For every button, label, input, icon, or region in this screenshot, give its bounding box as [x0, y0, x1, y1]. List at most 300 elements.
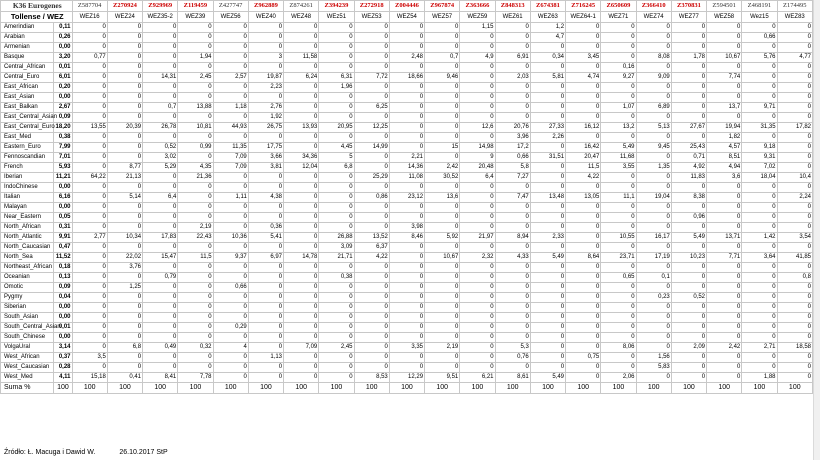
value-cell[interactable]: 0 [354, 153, 389, 163]
value-cell[interactable]: 0 [319, 323, 354, 333]
value-cell[interactable]: 0 [178, 63, 213, 73]
value-cell[interactable]: 3,54 [777, 233, 812, 243]
value-cell[interactable]: 0,49 [143, 343, 178, 353]
value-cell[interactable]: 0 [178, 113, 213, 123]
sum-cell[interactable]: 100 [354, 383, 389, 394]
average-cell[interactable]: 0,00 [54, 333, 72, 343]
value-cell[interactable]: 10,36 [213, 233, 248, 243]
value-cell[interactable]: 0 [566, 43, 601, 53]
value-cell[interactable]: 0 [178, 23, 213, 33]
value-cell[interactable]: 5,49 [671, 233, 706, 243]
value-cell[interactable]: 0 [601, 33, 636, 43]
sample-label-header[interactable]: WEZ63 [530, 12, 565, 23]
value-cell[interactable]: 34,36 [284, 153, 319, 163]
value-cell[interactable]: 11,35 [213, 143, 248, 153]
value-cell[interactable]: 0 [319, 133, 354, 143]
value-cell[interactable]: 0 [530, 143, 565, 153]
value-cell[interactable]: 0,41 [107, 373, 142, 383]
average-cell[interactable]: 7,99 [54, 143, 72, 153]
value-cell[interactable]: 0 [777, 323, 812, 333]
value-cell[interactable]: 0 [213, 363, 248, 373]
value-cell[interactable]: 8,51 [707, 153, 742, 163]
value-cell[interactable]: 0 [248, 293, 283, 303]
value-cell[interactable]: 0 [742, 293, 777, 303]
value-cell[interactable]: 0 [284, 323, 319, 333]
value-cell[interactable]: 0 [248, 33, 283, 43]
value-cell[interactable]: 0 [636, 223, 671, 233]
value-cell[interactable]: 0 [530, 63, 565, 73]
sample-label-header[interactable]: WEZ71 [601, 12, 636, 23]
value-cell[interactable]: 0 [354, 93, 389, 103]
sample-label-header[interactable]: WEZ74 [636, 12, 671, 23]
average-cell[interactable]: 0,09 [54, 283, 72, 293]
value-cell[interactable]: 5,81 [530, 73, 565, 83]
value-cell[interactable]: 0 [707, 373, 742, 383]
value-cell[interactable]: 3,35 [389, 343, 424, 353]
value-cell[interactable]: 0 [319, 353, 354, 363]
sample-label-header[interactable]: WEZ56 [213, 12, 248, 23]
value-cell[interactable]: 1,42 [742, 233, 777, 243]
value-cell[interactable]: 0 [460, 203, 495, 213]
value-cell[interactable]: 0 [389, 313, 424, 323]
value-cell[interactable]: 0 [636, 183, 671, 193]
average-cell[interactable]: 0,47 [54, 243, 72, 253]
value-cell[interactable]: 0 [284, 223, 319, 233]
value-cell[interactable]: 1,92 [248, 113, 283, 123]
value-cell[interactable]: 0 [777, 103, 812, 113]
value-cell[interactable]: 0 [671, 363, 706, 373]
value-cell[interactable]: 5,83 [636, 363, 671, 373]
population-label[interactable]: Central_Euro [1, 73, 54, 83]
value-cell[interactable]: 4,9 [460, 53, 495, 63]
value-cell[interactable]: 8,06 [601, 343, 636, 353]
value-cell[interactable]: 0 [777, 293, 812, 303]
average-cell[interactable]: 7,01 [54, 153, 72, 163]
value-cell[interactable]: 0 [707, 203, 742, 213]
value-cell[interactable]: 0 [636, 133, 671, 143]
value-cell[interactable]: 0 [72, 223, 107, 233]
value-cell[interactable]: 0 [178, 363, 213, 373]
value-cell[interactable]: 0 [707, 263, 742, 273]
value-cell[interactable]: 20,76 [495, 123, 530, 133]
value-cell[interactable]: 0 [284, 93, 319, 103]
value-cell[interactable]: 0 [425, 283, 460, 293]
value-cell[interactable]: 0 [72, 63, 107, 73]
sample-id-header[interactable]: Z119459 [178, 1, 213, 12]
value-cell[interactable]: 22,02 [107, 253, 142, 263]
sample-label-header[interactable]: WEZ61 [495, 12, 530, 23]
value-cell[interactable]: 0,86 [354, 193, 389, 203]
value-cell[interactable]: 0 [495, 323, 530, 333]
sum-cell[interactable]: 100 [530, 383, 565, 394]
value-cell[interactable]: 0 [107, 353, 142, 363]
value-cell[interactable]: 0 [354, 303, 389, 313]
value-cell[interactable]: 0 [566, 283, 601, 293]
value-cell[interactable]: 0 [389, 323, 424, 333]
value-cell[interactable]: 10,23 [671, 253, 706, 263]
value-cell[interactable]: 0 [354, 313, 389, 323]
value-cell[interactable]: 0 [284, 263, 319, 273]
value-cell[interactable]: 0 [742, 133, 777, 143]
value-cell[interactable]: 0 [284, 213, 319, 223]
value-cell[interactable]: 1,13 [248, 353, 283, 363]
value-cell[interactable]: 6,25 [354, 103, 389, 113]
population-label[interactable]: East_Med [1, 133, 54, 143]
value-cell[interactable]: 0 [425, 303, 460, 313]
value-cell[interactable]: 0 [107, 103, 142, 113]
value-cell[interactable]: 0 [566, 243, 601, 253]
value-cell[interactable]: 0 [777, 113, 812, 123]
average-cell[interactable]: 0,04 [54, 293, 72, 303]
value-cell[interactable]: 0 [213, 23, 248, 33]
sample-label-header[interactable]: WEZ35-2 [143, 12, 178, 23]
value-cell[interactable]: 0,66 [495, 153, 530, 163]
value-cell[interactable]: 0 [566, 323, 601, 333]
value-cell[interactable]: 0 [530, 203, 565, 213]
average-cell[interactable]: 0,38 [54, 133, 72, 143]
value-cell[interactable]: 5,41 [248, 233, 283, 243]
value-cell[interactable]: 0 [213, 83, 248, 93]
average-cell[interactable]: 18,20 [54, 123, 72, 133]
value-cell[interactable]: 0 [742, 83, 777, 93]
value-cell[interactable]: 0 [72, 193, 107, 203]
value-cell[interactable]: 0 [566, 263, 601, 273]
value-cell[interactable]: 0 [107, 83, 142, 93]
value-cell[interactable]: 0 [671, 63, 706, 73]
value-cell[interactable]: 0 [530, 363, 565, 373]
value-cell[interactable]: 0 [354, 63, 389, 73]
value-cell[interactable]: 0 [72, 293, 107, 303]
population-label[interactable]: North_Caucasian [1, 243, 54, 253]
value-cell[interactable]: 0 [213, 113, 248, 123]
value-cell[interactable]: 6,97 [248, 253, 283, 263]
value-cell[interactable]: 0 [178, 83, 213, 93]
value-cell[interactable]: 0 [284, 143, 319, 153]
sample-id-header[interactable]: Z272918 [354, 1, 389, 12]
sum-cell[interactable]: 100 [107, 383, 142, 394]
value-cell[interactable]: 0 [777, 263, 812, 273]
value-cell[interactable]: 0 [107, 113, 142, 123]
value-cell[interactable]: 0 [636, 113, 671, 123]
value-cell[interactable]: 0,96 [671, 213, 706, 223]
value-cell[interactable]: 0 [389, 253, 424, 263]
value-cell[interactable]: 0 [460, 273, 495, 283]
value-cell[interactable]: 0 [107, 223, 142, 233]
value-cell[interactable]: 0 [213, 373, 248, 383]
value-cell[interactable]: 14,98 [460, 143, 495, 153]
value-cell[interactable]: 0 [425, 293, 460, 303]
value-cell[interactable]: 0 [354, 223, 389, 233]
average-cell[interactable]: 0,20 [54, 83, 72, 93]
value-cell[interactable]: 0 [354, 53, 389, 63]
sample-label-header[interactable]: WEZ64-1 [566, 12, 601, 23]
value-cell[interactable]: 0 [143, 93, 178, 103]
value-cell[interactable]: 0 [425, 113, 460, 123]
value-cell[interactable]: 0 [601, 93, 636, 103]
value-cell[interactable]: 0,7 [425, 53, 460, 63]
value-cell[interactable]: 0 [671, 43, 706, 53]
value-cell[interactable]: 6,37 [354, 243, 389, 253]
population-label[interactable]: Armenian [1, 43, 54, 53]
value-cell[interactable]: 1,56 [636, 353, 671, 363]
value-cell[interactable]: 4,77 [777, 53, 812, 63]
value-cell[interactable]: 0 [671, 283, 706, 293]
value-cell[interactable]: 20,48 [460, 163, 495, 173]
value-cell[interactable]: 27,33 [530, 123, 565, 133]
value-cell[interactable]: 17,83 [143, 233, 178, 243]
value-cell[interactable]: 0 [72, 313, 107, 323]
value-cell[interactable]: 11,5 [178, 253, 213, 263]
value-cell[interactable]: 0 [284, 63, 319, 73]
value-cell[interactable]: 0 [566, 333, 601, 343]
value-cell[interactable]: 0 [742, 93, 777, 103]
value-cell[interactable]: 18,58 [777, 343, 812, 353]
value-cell[interactable]: 0 [566, 313, 601, 323]
value-cell[interactable]: 8,64 [566, 253, 601, 263]
value-cell[interactable]: 0 [178, 43, 213, 53]
value-cell[interactable]: 0,52 [671, 293, 706, 303]
value-cell[interactable]: 0 [425, 23, 460, 33]
sample-id-header[interactable]: Z394239 [319, 1, 354, 12]
value-cell[interactable]: 0 [777, 223, 812, 233]
value-cell[interactable]: 0 [601, 303, 636, 313]
value-cell[interactable]: 0 [213, 353, 248, 363]
value-cell[interactable]: 6,24 [284, 73, 319, 83]
value-cell[interactable]: 0 [284, 283, 319, 293]
value-cell[interactable]: 13,6 [425, 193, 460, 203]
value-cell[interactable]: 12,25 [354, 123, 389, 133]
value-cell[interactable]: 0 [636, 153, 671, 163]
sum-label[interactable]: Suma % [1, 383, 54, 394]
value-cell[interactable]: 0 [530, 83, 565, 93]
value-cell[interactable]: 0 [495, 313, 530, 323]
value-cell[interactable]: 0 [566, 63, 601, 73]
value-cell[interactable]: 12,04 [284, 163, 319, 173]
value-cell[interactable]: 18,04 [742, 173, 777, 183]
value-cell[interactable]: 0 [143, 293, 178, 303]
value-cell[interactable]: 2,45 [319, 343, 354, 353]
value-cell[interactable]: 0 [742, 203, 777, 213]
value-cell[interactable]: 0 [777, 373, 812, 383]
value-cell[interactable]: 0 [460, 73, 495, 83]
value-cell[interactable]: 0 [425, 363, 460, 373]
value-cell[interactable]: 7,72 [354, 73, 389, 83]
sample-label-header[interactable]: WEZ24 [107, 12, 142, 23]
value-cell[interactable]: 0 [72, 323, 107, 333]
value-cell[interactable]: 7,78 [178, 373, 213, 383]
value-cell[interactable]: 0 [213, 293, 248, 303]
value-cell[interactable]: 0 [636, 23, 671, 33]
value-cell[interactable]: 2,26 [530, 133, 565, 143]
value-cell[interactable]: 0 [742, 193, 777, 203]
sum-cell[interactable]: 100 [636, 383, 671, 394]
value-cell[interactable]: 0 [601, 333, 636, 343]
value-cell[interactable]: 0 [107, 243, 142, 253]
sample-id-header[interactable]: Z363666 [460, 1, 495, 12]
value-cell[interactable]: 0 [248, 313, 283, 323]
value-cell[interactable]: 0,16 [601, 63, 636, 73]
value-cell[interactable]: 0 [777, 93, 812, 103]
value-cell[interactable]: 0 [636, 303, 671, 313]
value-cell[interactable]: 10,81 [178, 123, 213, 133]
sample-label-header[interactable]: WEZ53 [354, 12, 389, 23]
value-cell[interactable]: 0 [354, 183, 389, 193]
value-cell[interactable]: 0 [319, 33, 354, 43]
value-cell[interactable]: 1,78 [671, 53, 706, 63]
value-cell[interactable]: 0 [636, 213, 671, 223]
value-cell[interactable]: 0 [284, 353, 319, 363]
value-cell[interactable]: 0 [601, 213, 636, 223]
value-cell[interactable]: 0 [530, 183, 565, 193]
value-cell[interactable]: 0 [143, 323, 178, 333]
value-cell[interactable]: 0 [530, 173, 565, 183]
sum-cell[interactable]: 100 [495, 383, 530, 394]
value-cell[interactable]: 9,31 [742, 153, 777, 163]
value-cell[interactable]: 0,29 [213, 323, 248, 333]
value-cell[interactable]: 0 [671, 273, 706, 283]
value-cell[interactable]: 0 [178, 153, 213, 163]
value-cell[interactable]: 0 [354, 363, 389, 373]
value-cell[interactable]: 0 [425, 123, 460, 133]
value-cell[interactable]: 0 [671, 353, 706, 363]
value-cell[interactable]: 0 [143, 33, 178, 43]
value-cell[interactable]: 0 [72, 343, 107, 353]
value-cell[interactable]: 0 [72, 93, 107, 103]
value-cell[interactable]: 0 [742, 333, 777, 343]
average-cell[interactable]: 0,26 [54, 33, 72, 43]
value-cell[interactable]: 0 [636, 33, 671, 43]
value-cell[interactable]: 0 [671, 83, 706, 93]
value-cell[interactable]: 0 [319, 303, 354, 313]
average-cell[interactable]: 0,00 [54, 183, 72, 193]
value-cell[interactable]: 13,05 [566, 193, 601, 203]
value-cell[interactable]: 0 [389, 33, 424, 43]
population-label[interactable]: French [1, 163, 54, 173]
value-cell[interactable]: 4,22 [566, 173, 601, 183]
value-cell[interactable]: 0,71 [671, 153, 706, 163]
value-cell[interactable]: 0 [530, 303, 565, 313]
sum-cell[interactable]: 100 [671, 383, 706, 394]
value-cell[interactable]: 7,09 [213, 163, 248, 173]
value-cell[interactable]: 0 [566, 23, 601, 33]
value-cell[interactable]: 0 [284, 363, 319, 373]
value-cell[interactable]: 0 [495, 273, 530, 283]
value-cell[interactable]: 8,77 [107, 163, 142, 173]
value-cell[interactable]: 7,27 [495, 173, 530, 183]
value-cell[interactable]: 0 [213, 313, 248, 323]
value-cell[interactable]: 0 [530, 283, 565, 293]
value-cell[interactable]: 0 [248, 343, 283, 353]
value-cell[interactable]: 0 [284, 183, 319, 193]
population-label[interactable]: IndoChinese [1, 183, 54, 193]
value-cell[interactable]: 0 [566, 213, 601, 223]
value-cell[interactable]: 0 [248, 323, 283, 333]
value-cell[interactable]: 0,7 [143, 103, 178, 113]
value-cell[interactable]: 0 [213, 303, 248, 313]
value-cell[interactable]: 10,67 [425, 253, 460, 263]
value-cell[interactable]: 13,55 [72, 123, 107, 133]
value-cell[interactable]: 0 [284, 203, 319, 213]
value-cell[interactable]: 0 [707, 93, 742, 103]
value-cell[interactable]: 16,17 [636, 233, 671, 243]
population-label[interactable]: Central_African [1, 63, 54, 73]
value-cell[interactable]: 0 [178, 293, 213, 303]
value-cell[interactable]: 4,94 [707, 163, 742, 173]
value-cell[interactable]: 0 [178, 243, 213, 253]
value-cell[interactable]: 0,8 [777, 273, 812, 283]
value-cell[interactable]: 0 [707, 83, 742, 93]
value-cell[interactable]: 0 [143, 173, 178, 183]
value-cell[interactable]: 0 [566, 113, 601, 123]
value-cell[interactable]: 0 [530, 293, 565, 303]
value-cell[interactable]: 0 [495, 103, 530, 113]
sample-id-header[interactable]: Z004446 [389, 1, 424, 12]
population-label[interactable]: Iberian [1, 173, 54, 183]
value-cell[interactable]: 0 [460, 323, 495, 333]
value-cell[interactable]: 0 [601, 203, 636, 213]
value-cell[interactable]: 2,32 [460, 253, 495, 263]
value-cell[interactable]: 0 [777, 313, 812, 323]
value-cell[interactable]: 0 [107, 293, 142, 303]
population-label[interactable]: West_Caucasian [1, 363, 54, 373]
value-cell[interactable]: 0 [284, 293, 319, 303]
value-cell[interactable]: 0 [777, 363, 812, 373]
value-cell[interactable]: 0 [460, 283, 495, 293]
value-cell[interactable]: 0 [777, 183, 812, 193]
value-cell[interactable]: 0 [284, 83, 319, 93]
sum-cell[interactable]: 100 [72, 383, 107, 394]
value-cell[interactable]: 0 [319, 113, 354, 123]
value-cell[interactable]: 15,18 [72, 373, 107, 383]
value-cell[interactable]: 4,45 [319, 143, 354, 153]
value-cell[interactable]: 0 [284, 43, 319, 53]
value-cell[interactable]: 0,75 [566, 353, 601, 363]
value-cell[interactable]: 0 [143, 263, 178, 273]
value-cell[interactable]: 0 [777, 73, 812, 83]
value-cell[interactable]: 0 [107, 203, 142, 213]
population-label[interactable]: Italian [1, 193, 54, 203]
value-cell[interactable]: 0 [319, 103, 354, 113]
value-cell[interactable]: 4,7 [530, 33, 565, 43]
value-cell[interactable]: 0 [671, 103, 706, 113]
value-cell[interactable]: 0 [530, 223, 565, 233]
value-cell[interactable]: 2,42 [425, 163, 460, 173]
value-cell[interactable]: 0 [72, 43, 107, 53]
value-cell[interactable]: 0 [707, 43, 742, 53]
value-cell[interactable]: 0 [72, 83, 107, 93]
sample-label-header[interactable]: WEZ59 [460, 12, 495, 23]
value-cell[interactable]: 0 [284, 23, 319, 33]
value-cell[interactable]: 0,23 [636, 293, 671, 303]
value-cell[interactable]: 0 [284, 333, 319, 343]
value-cell[interactable]: 0 [389, 363, 424, 373]
value-cell[interactable]: 0 [72, 283, 107, 293]
value-cell[interactable]: 3,76 [107, 263, 142, 273]
value-cell[interactable]: 25,29 [354, 173, 389, 183]
value-cell[interactable]: 1,35 [636, 163, 671, 173]
value-cell[interactable]: 0 [601, 263, 636, 273]
value-cell[interactable]: 13,88 [178, 103, 213, 113]
value-cell[interactable]: 0 [742, 363, 777, 373]
value-cell[interactable]: 0 [178, 303, 213, 313]
value-cell[interactable]: 0 [671, 203, 706, 213]
value-cell[interactable]: 14,31 [143, 73, 178, 83]
value-cell[interactable]: 0,66 [742, 33, 777, 43]
value-cell[interactable]: 1,18 [213, 103, 248, 113]
value-cell[interactable]: 0 [143, 243, 178, 253]
value-cell[interactable]: 0 [530, 243, 565, 253]
value-cell[interactable]: 0 [389, 133, 424, 143]
